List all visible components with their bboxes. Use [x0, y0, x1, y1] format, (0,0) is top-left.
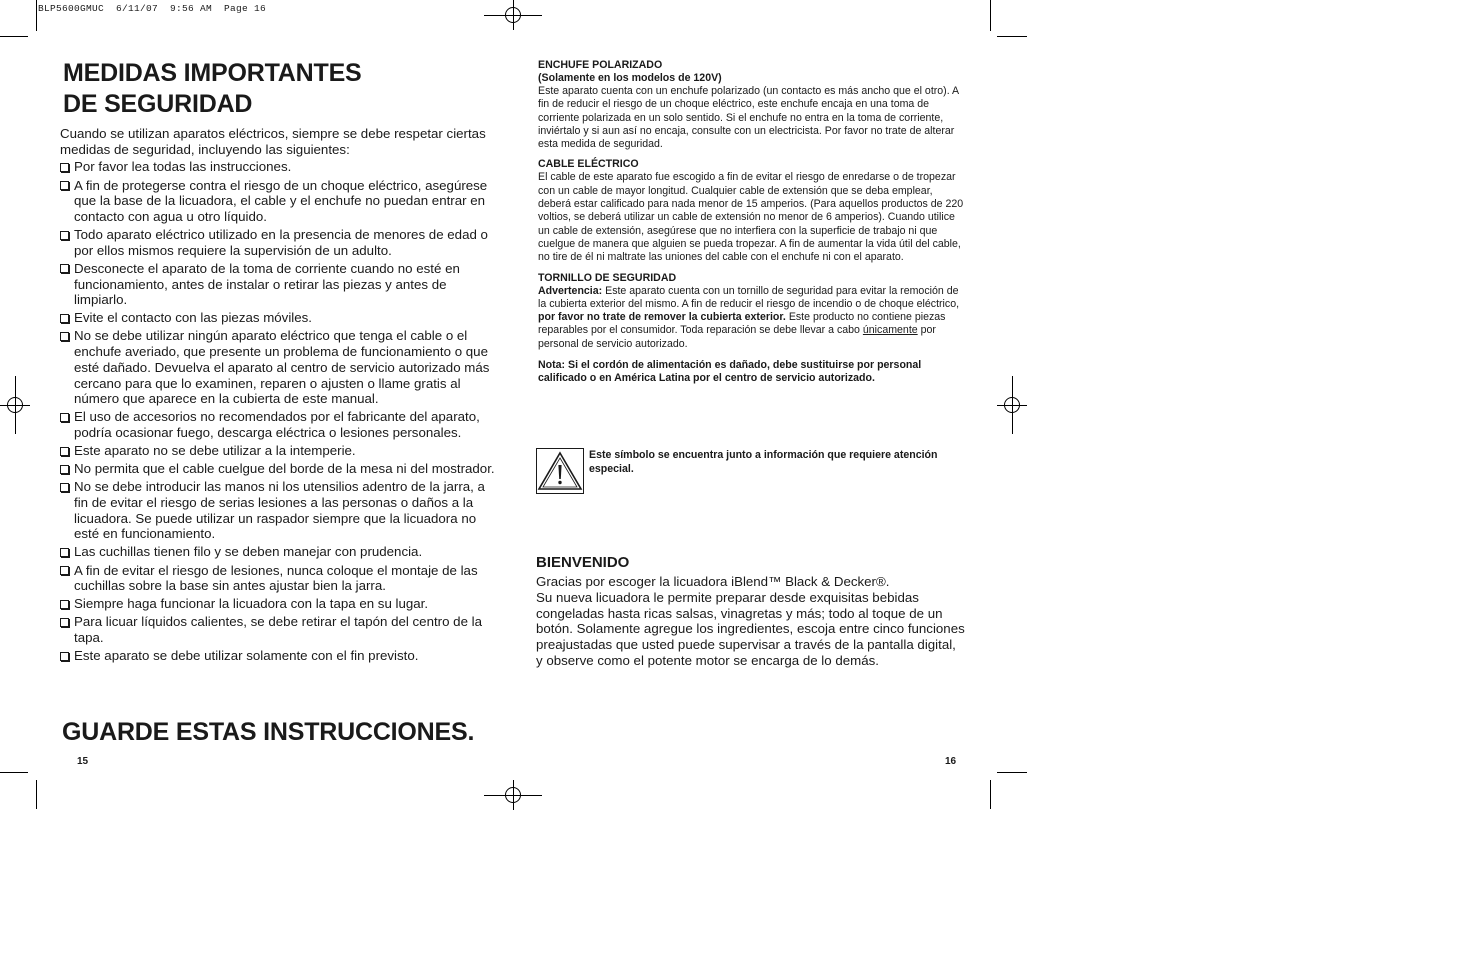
crop-mark-bottom-left-v	[36, 780, 37, 809]
crop-mark-bottom-right-h	[997, 772, 1027, 773]
registration-mark-top	[484, 0, 542, 30]
safety-bullet-list	[60, 159, 496, 664]
bullet-text: Desconecte el aparato de la toma de corriente cuando no esté en funcionamiento, antes de instalar o retirar las piezas y antes de limpiarlo.	[74, 260, 460, 308]
checkbox-bullet-icon	[60, 447, 69, 456]
safety-bullet-item	[60, 328, 496, 407]
checkbox-bullet-icon	[60, 413, 69, 422]
bullet-text: Por favor lea todas las instrucciones.	[74, 159, 292, 175]
polarized-plug-body: Este aparato cuenta con un enchufe polarizado (un contacto es más ancho que el otro). A fin de reducir el riesgo de un choque eléctrico, este enchufe encaja en una toma de corriente polarizada en un solo sentido. Si el enchufe no entra en la toma de corriente, inviértalo y si aun así no encaja, consulte con un electricista. Por favor no trate de alterar esta medida de seguridad.	[538, 85, 959, 151]
safety-bullet-item	[60, 479, 496, 542]
safety-bullet-item	[60, 614, 496, 645]
checkbox-bullet-icon	[60, 264, 69, 273]
welcome-paragraph: Gracias por escoger la licuadora iBlend™ Black & Decker®. Su nueva licuadora le permite preparar desde exquisitas bebidas congeladas hasta ricas salsas, vinagretas y más; todo al toque de un botón. Solamente agregue los ingredientes, escoja entre cinco funciones preajustadas que usted puede supervisar a través de la pantalla digital, y observe como el potente motor se encarga de lo demás.	[536, 574, 965, 668]
crop-mark-bottom-right-v	[990, 780, 991, 809]
title-line-1: MEDIDAS IMPORTANTES	[63, 59, 362, 87]
safety-screw-heading: TORNILLO DE SEGURIDAD	[538, 271, 677, 284]
safety-bullet-item	[60, 227, 496, 258]
safety-bullet-item	[60, 159, 496, 175]
bullet-text: Este aparato no se debe utilizar a la intemperie.	[74, 443, 356, 459]
bullet-text: Para licuar líquidos calientes, se debe retirar el tapón del centro de la tapa.	[74, 614, 483, 646]
checkbox-bullet-icon	[60, 181, 69, 190]
bullet-text: No permita que el cable cuelgue del borde de la mesa ni del mostrador.	[74, 461, 495, 477]
checkbox-bullet-icon	[60, 600, 69, 609]
screw-text-3: por personal de servicio autorizado.	[538, 324, 936, 350]
bullet-text: Las cuchillas tienen filo y se deben manejar con prudencia.	[74, 544, 423, 560]
crop-mark-bottom-left-h	[0, 772, 28, 773]
safety-bullet-item	[60, 443, 496, 459]
checkbox-bullet-icon	[60, 618, 69, 627]
safety-bullet-item	[60, 409, 496, 440]
electrical-info-column	[538, 59, 966, 386]
printer-slug: BLP5600GMUC 6/11/07 9:56 AM Page 16	[38, 3, 267, 14]
save-instructions-heading: GUARDE ESTAS INSTRUCCIONES.	[62, 718, 475, 746]
registration-mark-bottom	[484, 780, 542, 810]
safety-screw-body	[538, 285, 966, 351]
bullet-text: Siempre haga funcionar la licuadora con la tapa en su lugar.	[74, 596, 429, 612]
safety-column	[60, 58, 496, 666]
checkbox-bullet-icon	[60, 314, 69, 323]
crop-mark-top-left-h	[0, 36, 28, 37]
safety-bullet-item	[60, 544, 496, 560]
bullet-text: Evite el contacto con las piezas móviles.	[74, 310, 312, 326]
safety-bullet-item	[60, 178, 496, 225]
bullet-text: A fin de protegerse contra el riesgo de un choque eléctrico, asegúrese que la base de la licuadora, el cable y el enchufe no puedan entrar en contacto con agua u otro líquido.	[74, 177, 488, 224]
checkbox-bullet-icon	[60, 163, 69, 172]
checkbox-bullet-icon	[60, 231, 69, 240]
registration-mark-right	[997, 376, 1027, 434]
bullet-text: El uso de accesorios no recomendados por el fabricante del aparato, podría ocasionar fuego, descarga eléctrica o lesiones personales.	[74, 409, 480, 440]
polarized-plug-subheading: (Solamente en los modelos de 120V)	[538, 72, 722, 84]
crop-mark-top-left-v	[36, 0, 37, 31]
bullet-text: No se debe utilizar ningún aparato eléctrico que tenga el cable o el enchufe averiado, que presente un problema de funcionamiento o que esté dañado. Devuelva el aparato al centro de servicio autorizado más cercano para que lo examinen, reparen o ajusten o llame gratis al número que aparece en la cubierta de este manual.	[74, 328, 490, 407]
crop-mark-top-right-v	[990, 0, 991, 31]
checkbox-bullet-icon	[60, 566, 69, 575]
bullet-text: Este aparato se debe utilizar solamente con el fin previsto.	[74, 648, 419, 664]
bullet-text: No se debe introducir las manos ni los utensilios adentro de la jarra, a fin de evitar el riesgo de serias lesiones a las personas o daños a la licuadora. Se puede utilizar un raspador siempre que la licuadora no esté en funcionamiento.	[74, 479, 485, 542]
safety-bullet-item	[60, 261, 496, 308]
power-cord-note: Nota: Si el cordón de alimentación es dañado, debe sustituirse por personal calificado o en América Latina por el centro de servicio autorizado.	[538, 359, 922, 385]
checkbox-bullet-icon	[60, 652, 69, 661]
bullet-text: Todo aparato eléctrico utilizado en la presencia de menores de edad o por ellos mismos requiere la supervisión de un adulto.	[74, 227, 488, 258]
screw-text-2: Este producto no contiene piezas reparables por el consumidor. Toda reparación se debe llevar a cabo	[538, 311, 946, 337]
screw-underlined-word: únicamente	[862, 324, 918, 337]
screw-bold-text: por favor no trate de remover la cubierta exterior.	[538, 311, 786, 324]
cable-body: El cable de este aparato fue escogido a fin de evitar el riesgo de enredarse o de tropezar con un cable de mayor longitud. Cualquier cable de extensión que se deba emplear, deberá estar calificado para nada menor de 15 amperios. (Para aquellos productos de 220 voltios, se deberá utilizar un cable de extensión no menor de 6 amperios). Cuando utilice un cable de extensión, asegúrese que no interfiera con la superficie de trabajo ni que cuelgue de manera que alguien se pueda tropezar. A fin de aumentar la vida útil del cable, no tire de él ni maltrate las uniones del cable con el enchufe ni con el aparato.	[538, 171, 964, 264]
checkbox-bullet-icon	[60, 483, 69, 492]
warning-label: Advertencia:	[538, 284, 603, 297]
screw-text-1: Este aparato cuenta con un tornillo de seguridad para evitar la remoción de la cubierta exterior del mismo. A fin de reducir el riesgo de incendio o de choque eléctrico,	[538, 284, 960, 310]
checkbox-bullet-icon	[60, 465, 69, 474]
page-title	[63, 58, 496, 120]
checkbox-bullet-icon	[60, 548, 69, 557]
registration-mark-left	[0, 376, 30, 434]
intro-paragraph: Cuando se utilizan aparatos eléctricos, siempre se debe respetar ciertas medidas de seguridad, incluyendo las siguientes:	[60, 126, 486, 157]
checkbox-bullet-icon	[60, 332, 69, 341]
safety-bullet-item	[60, 461, 496, 477]
crop-mark-top-right-h	[997, 36, 1027, 37]
safety-bullet-item	[60, 563, 496, 594]
bullet-text: A fin de evitar el riesgo de lesiones, nunca coloque el montaje de las cuchillas sobre la base sin antes ajustar bien la jarra.	[74, 562, 478, 594]
page-number-left: 15	[77, 756, 89, 767]
warning-triangle-icon	[536, 448, 584, 494]
warning-symbol-text: Este símbolo se encuentra junto a información que requiere atención especial.	[589, 449, 938, 475]
welcome-heading: BIENVENIDO	[536, 554, 630, 571]
page-number-right: 16	[945, 756, 957, 767]
warning-symbol-block	[536, 448, 966, 496]
safety-bullet-item	[60, 310, 496, 326]
cable-heading: CABLE ELÉCTRICO	[538, 158, 639, 171]
polarized-plug-heading: ENCHUFE POLARIZADO	[538, 59, 663, 71]
title-line-2: DE SEGURIDAD	[63, 90, 253, 118]
safety-bullet-item	[60, 648, 496, 664]
safety-bullet-item	[60, 596, 496, 612]
